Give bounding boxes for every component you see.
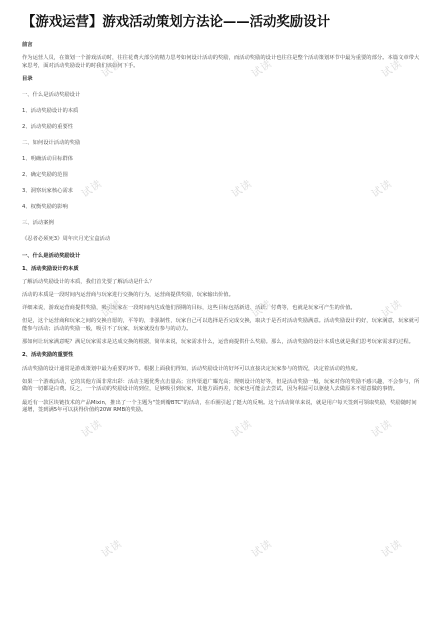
toc-item[interactable]: 1、活动奖励设计的本质 [22, 107, 79, 114]
toc-item[interactable]: 一、什么是活动奖励设计 [22, 91, 81, 98]
paragraph: 最近有一款区块链技术的产品Mixin，推出了一个主题为"签到瓣BTC"的活动，在币圈引起了挺大的反响。这个活动简单来说，就是用户每天签到可领取奖励，奖励随时间递增，签到满5年可以获得价值约20W RMB的奖励。 [22, 399, 417, 414]
watermark: 试读 [379, 538, 405, 560]
document-body [22, 42, 420, 420]
toc-item[interactable]: 二、如何设计活动的奖励 [22, 139, 81, 146]
watermark: 试读 [99, 58, 125, 80]
paragraph: 详细来说，游戏运营商提供奖励，吸引玩家在一段时间内达成他们预期的目标，这些目标包括新进、活跃、付费等，也就是玩家可产生的价值。 [22, 305, 356, 312]
toc-item[interactable]: 2、活动奖励的重要性 [22, 123, 74, 130]
table-of-contents [22, 92, 420, 244]
preface-text: 作为运营人员，在策划一个游戏活动时，往往花费大部分的精力思考如何设计活动的奖励，而活动奖励的设计也往往是整个活动策划环节中最为重要的部分。本篇文章带大家思考，面对活动奖励设计的时我们该如何下手。 [22, 55, 420, 69]
paragraph: 活动奖励的设计通常是游戏策划中最为重要的环节。根据上面我们得知，活动奖励设计的好坏可以直接决定玩家参与的情况，决定着活动的热度。 [22, 365, 362, 372]
toc-item[interactable]: 《忍者必须死3》周年庆月光宝盒活动 [22, 236, 111, 243]
watermark: 试读 [249, 298, 275, 320]
watermark: 试读 [79, 178, 105, 200]
watermark: 试读 [249, 538, 275, 560]
toc-item[interactable]: 三、活动案例 [22, 220, 54, 227]
watermark: 试读 [99, 538, 125, 560]
paragraph: 那如何让玩家满意呢？满足玩家需求是达成交换的根据，简单来说，玩家需求什么，运营商提供什么奖励。那么，活动奖励的设计本质也就是我们思考玩家需求的过程。 [22, 339, 414, 346]
toc-item[interactable]: 3、洞察玩家核心需求 [22, 188, 74, 195]
paragraph: 活动的本质是一段时间内运营商与玩家进行交换的行为，运营商提供奖励，玩家输出价值。 [22, 292, 234, 299]
toc-item[interactable]: 2、确定奖励的范围 [22, 172, 68, 179]
watermark: 试读 [369, 418, 395, 440]
watermark: 试读 [379, 58, 405, 80]
paragraph: 但是，这个运营商和玩家之间的交换自愿的，平等的，非强制性，玩家自己可以选择是否完成交换，取决于是否对活动奖励满意。活动奖励设计的好，玩家满意，玩家就可能参与活动；活动的奖励一般，吸引不了玩家，玩家就没有参与的动力。 [22, 318, 420, 333]
section1-heading: 一、什么是活动奖励设计 [22, 252, 81, 259]
toc-item[interactable]: 1、明确活动目标群体 [22, 155, 74, 162]
watermark: 试读 [229, 418, 255, 440]
preface-label: 前言 [22, 42, 33, 48]
watermark: 试读 [99, 298, 125, 320]
document-title: 【游戏运营】游戏活动策划方法论——活动奖励设计 [22, 15, 330, 30]
watermark: 试读 [79, 418, 105, 440]
watermark: 试读 [369, 178, 395, 200]
subsection2-heading: 2、活动奖励的重要性 [22, 352, 74, 359]
watermark: 试读 [229, 178, 255, 200]
paragraph: 如果一个游戏活动，它的其他方面非常出彩：活动主题优秀点击量高；宣传渠道广曝光高；规则设计的好等，但是活动奖励一般，玩家对你的奖励不感兴趣，不会参与，所做的一切都是白费。反之，一个活动的奖励设计的到位，足够吸引到玩家，其他方面再差，玩家也可能会去尝试，因为利益可以驱使人去做原本不愿意做的事情。 [22, 378, 420, 393]
watermark: 试读 [379, 298, 405, 320]
subsection1-heading: 1、活动奖励设计的本质 [22, 265, 79, 272]
toc-label: 目录 [22, 75, 33, 82]
paragraph: 了解活动奖励设计的本质，我们首先要了解活动是什么？ [22, 278, 155, 285]
watermark: 试读 [249, 58, 275, 80]
toc-item[interactable]: 4、权衡奖励的影响 [22, 204, 68, 211]
